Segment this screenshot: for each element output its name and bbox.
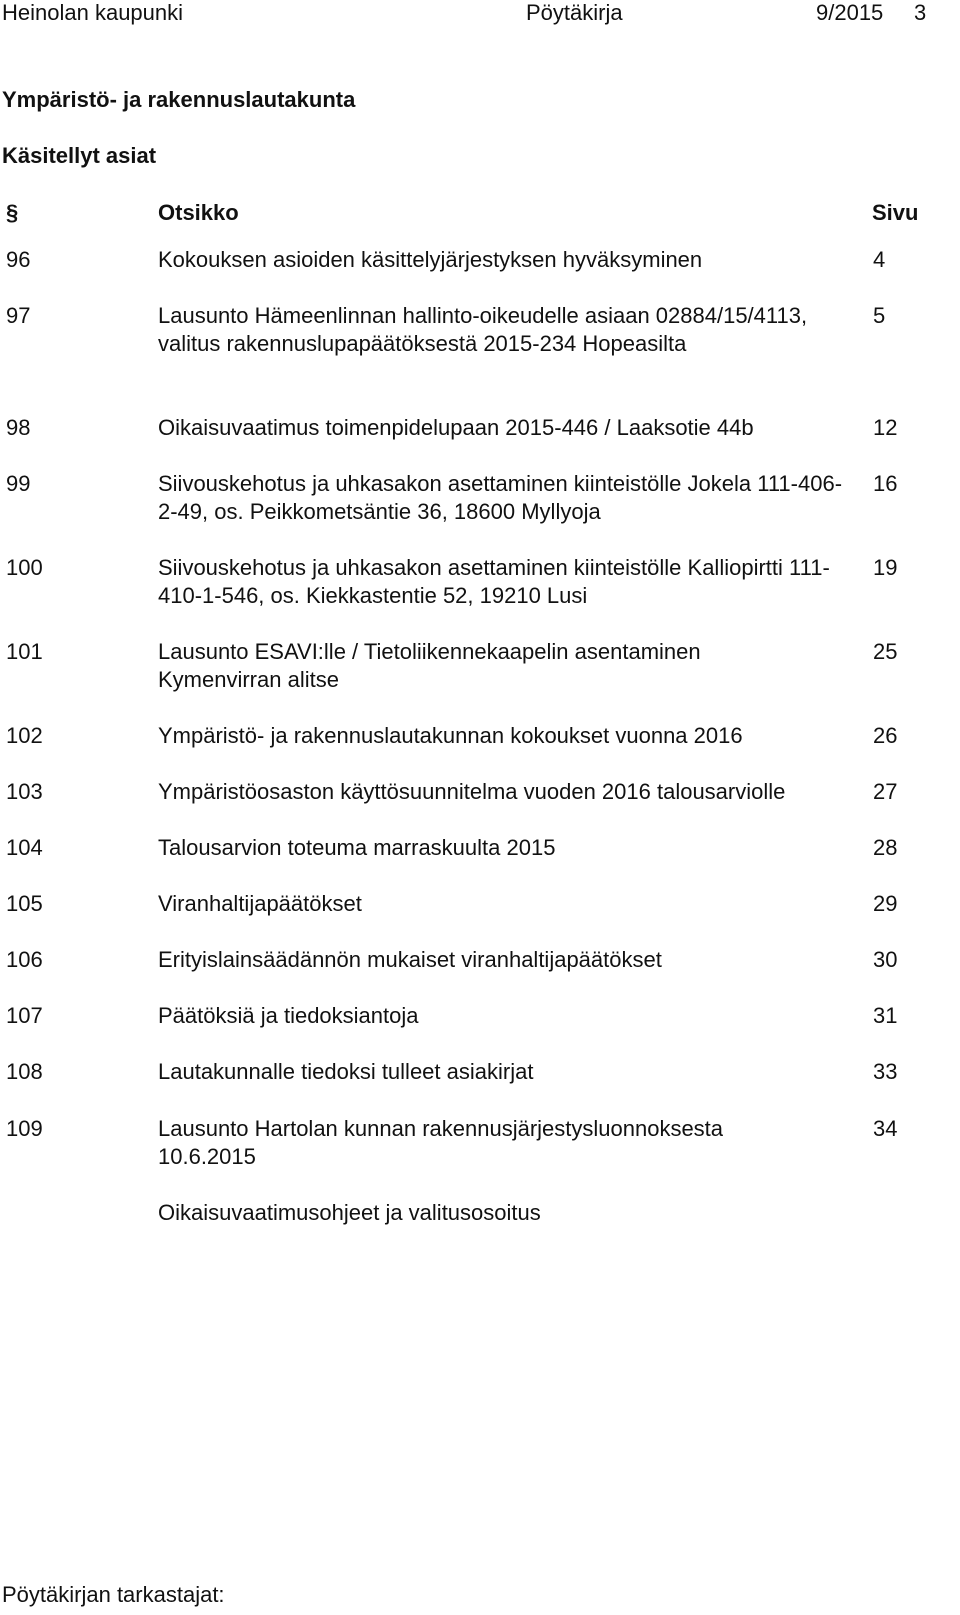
row-title: Päätöksiä ja tiedoksiantoja [158,1003,419,1028]
row-number: 105 [6,891,43,916]
row-number: 98 [6,415,31,440]
row-title: Kokouksen asioiden käsittelyjärjestyksen hyväksyminen [158,247,703,272]
row-number: 97 [6,303,31,328]
row-number: 101 [6,639,43,664]
row-number: 103 [6,779,43,804]
row-page: 28 [873,835,898,860]
row-page: 34 [873,1116,898,1141]
row-page: 26 [873,723,898,748]
row-page: 16 [873,471,898,496]
header-doc-type: Pöytäkirja [526,0,623,25]
column-header-section: § [6,200,19,225]
row-page: 5 [873,303,886,328]
row-page: 29 [873,891,898,916]
row-page: 25 [873,639,898,664]
row-number: 102 [6,723,43,748]
header-page-number: 3 [914,0,927,25]
row-page: 19 [873,555,898,580]
row-page: 30 [873,947,898,972]
row-page: 33 [873,1059,898,1084]
row-title: Lautakunnalle tiedoksi tulleet asiakirjat [158,1059,534,1084]
appeal-instructions: Oikaisuvaatimusohjeet ja valitusosoitus [158,1200,541,1225]
row-number: 96 [6,247,31,272]
row-page: 4 [873,247,886,272]
row-title: Lausunto Hartolan kunnan rakennusjärjestysluonnoksesta 10.6.2015 [158,1116,724,1169]
header-org: Heinolan kaupunki [2,0,184,25]
row-title: Lausunto ESAVI:lle / Tietoliikennekaapelin asentaminen Kymenvirran alitse [158,639,701,692]
row-title: Ympäristö- ja rakennuslautakunnan kokoukset vuonna 2016 [158,723,743,748]
row-title: Oikaisuvaatimus toimenpidelupaan 2015-446 / Laaksotie 44b [158,415,754,440]
row-title: Viranhaltijapäätökset [158,891,362,916]
row-title: Siivouskehotus ja uhkasakon asettaminen kiinteistölle Jokela 111-406-2-49, os. Peikkometsäntie 36, 18600 Myllyoja [158,471,843,524]
row-number: 109 [6,1116,43,1141]
row-title: Lausunto Hämeenlinnan hallinto-oikeudelle asiaan 02884/15/4113, valitus rakennuslupapäätöksestä 2015-234 Hopeasilta [158,303,808,356]
row-title: Ympäristöosaston käyttösuunnitelma vuoden 2016 talousarviolle [158,779,786,804]
minutes-inspectors-label: Pöytäkirjan tarkastajat: [2,1582,225,1607]
section-title: Käsitellyt asiat [2,143,157,168]
row-number: 100 [6,555,43,580]
row-title: Erityislainsäädännön mukaiset viranhaltijapäätökset [158,947,662,972]
column-header-page: Sivu [872,200,919,225]
row-page: 31 [873,1003,898,1028]
row-page: 27 [873,779,898,804]
column-header-title: Otsikko [158,200,239,225]
row-number: 99 [6,471,31,496]
committee-title: Ympäristö- ja rakennuslautakunta [2,87,356,112]
row-number: 108 [6,1059,43,1084]
row-page: 12 [873,415,898,440]
header-doc-number: 9/2015 [816,0,884,25]
row-number: 104 [6,835,43,860]
row-title: Talousarvion toteuma marraskuulta 2015 [158,835,556,860]
row-number: 106 [6,947,43,972]
row-title: Siivouskehotus ja uhkasakon asettaminen kiinteistölle Kalliopirtti 111-410-1-546, os. Kiekkastentie 52, 19210 Lusi [158,555,830,608]
row-number: 107 [6,1003,43,1028]
